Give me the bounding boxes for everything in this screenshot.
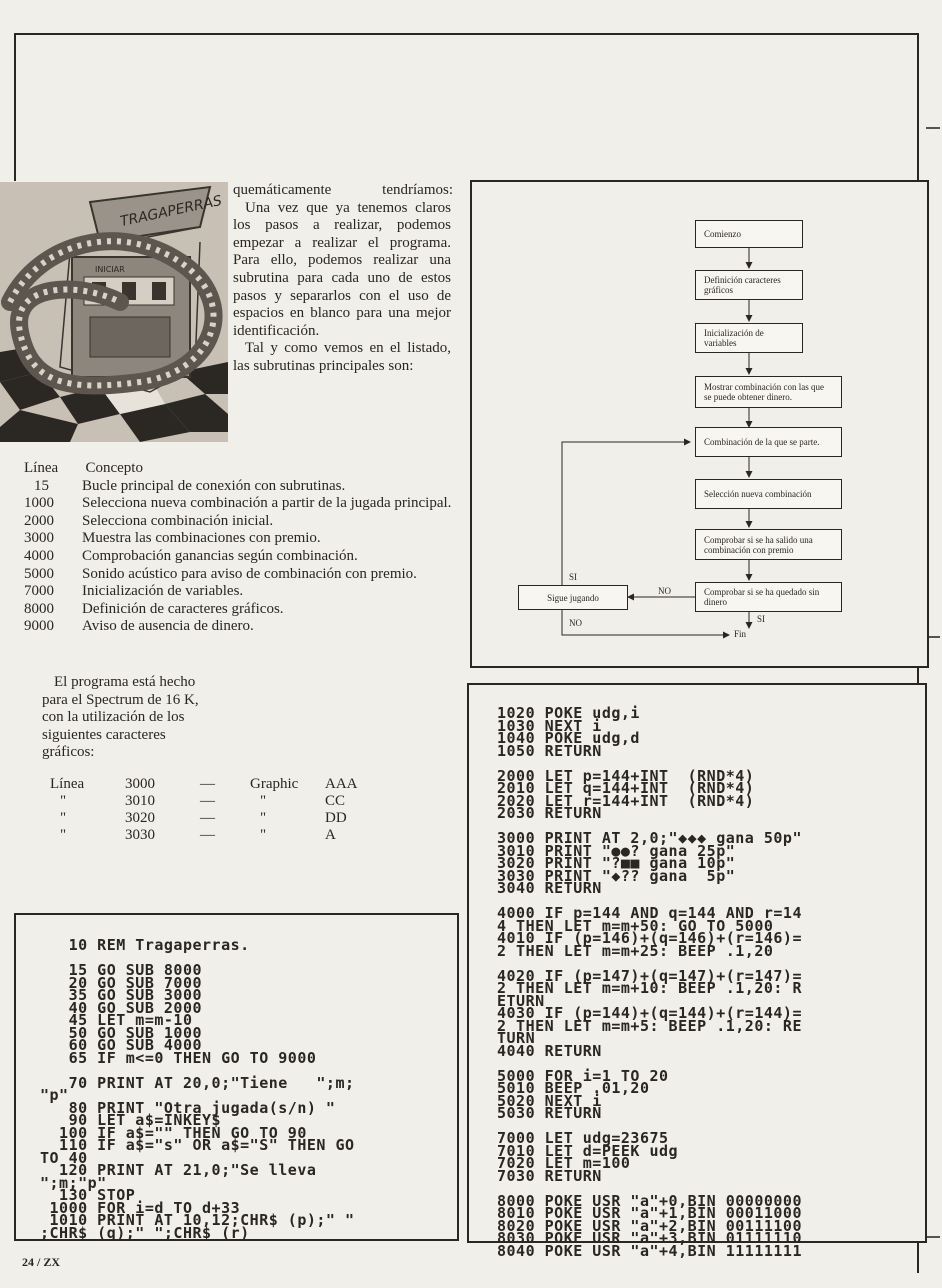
intro-paragraph-2: Una vez que ya tenemos claros los pasos a realizar, podemos empezar a realizar el programa. Para ello, podemos realizar una subrutina para cada uno de estos pasos y separarlos con el uso de espacios en blanco para una mejor identificación.: [233, 199, 451, 339]
table-row: [24, 495, 464, 513]
table-row: [50, 810, 410, 827]
row-concept: Comprobación ganancias según combinación.: [82, 547, 358, 564]
gt-cell: —: [200, 776, 215, 792]
table-row: [24, 513, 464, 531]
subroutines-table: [24, 460, 464, 636]
flow-check-money: Comprobar si se ha quedado sin dinero: [695, 582, 842, 612]
frame-top-rule: [14, 33, 919, 35]
program-note: El programa está hecho para el Spectrum de 16 K, con la utilización de los siguientes caracteres gráficos:: [42, 674, 199, 761]
gt-cell: ": [60, 810, 67, 826]
row-line: 9000: [24, 618, 54, 635]
row-line: 8000: [24, 600, 54, 617]
table-row: [50, 776, 410, 793]
table-row: [24, 618, 464, 636]
flow-show-combos: Mostrar combinación con las que se puede obtener dinero.: [695, 376, 842, 408]
row-line: 5000: [24, 565, 54, 582]
flow-label-si-2: SI: [757, 614, 766, 624]
gt-cell: ": [60, 793, 67, 809]
gt-cell: 3000: [125, 776, 155, 792]
row-concept: Selecciona nueva combinación a partir de la jugada principal.: [82, 495, 452, 512]
gt-cell: Graphic: [250, 776, 299, 792]
graphics-table: [50, 776, 410, 844]
flow-start: Comienzo: [695, 220, 803, 248]
flowchart-panel: [470, 180, 929, 668]
table-row: [50, 827, 410, 844]
gt-cell: ": [260, 793, 267, 809]
intro-text: [233, 182, 451, 376]
row-concept: Bucle principal de conexión con subrutinas.: [82, 477, 346, 494]
row-concept: Selecciona combinación inicial.: [82, 512, 274, 529]
gt-cell: 3010: [125, 793, 155, 809]
table-row: [24, 548, 464, 566]
gt-cell: ": [260, 827, 267, 843]
gt-cell: CC: [325, 793, 346, 809]
table-row: [24, 478, 464, 496]
gt-cell: A: [325, 827, 336, 843]
page-footer: 24 / ZX: [22, 1255, 61, 1269]
row-line: 7000: [24, 583, 54, 600]
row-line: 3000: [24, 530, 54, 547]
flow-select-new: Selección nueva combinación: [695, 479, 842, 509]
margin-tick: [926, 127, 940, 129]
gt-cell: —: [200, 793, 215, 809]
row-line: 4000: [24, 547, 54, 564]
row-concept: Muestra las combinaciones con premio.: [82, 530, 321, 547]
gt-cell: 3020: [125, 810, 155, 826]
header-concept: Concepto: [85, 460, 143, 476]
flow-end: Fin: [734, 629, 747, 639]
intro-paragraph-1: quemáticamente tendríamos:: [233, 182, 453, 198]
flow-define-graphics: Definición caracteres gráficos: [695, 270, 803, 300]
code-listing-left: [14, 913, 459, 1241]
header-line: Línea: [24, 460, 59, 476]
gt-cell: DD: [325, 810, 347, 826]
flow-label-no: NO: [658, 586, 671, 596]
row-concept: Sonido acústico para aviso de combinación con premio.: [82, 565, 417, 582]
intro-paragraph-3: Tal y como vemos en el listado, las subrutinas principales son:: [233, 340, 451, 374]
table-row: [24, 566, 464, 584]
flow-label-no-2: NO: [569, 618, 582, 628]
flow-label-si: SI: [569, 572, 578, 582]
flow-init-vars: Inicialización de variables: [695, 323, 803, 353]
row-concept: Definición de caracteres gráficos.: [82, 600, 284, 617]
table-row: [50, 793, 410, 810]
flow-keep-playing: Sigue jugando: [518, 585, 628, 610]
illustration-title: TRAGAPERRAS: [118, 192, 224, 231]
code-left-text: 10 REM Tragaperras. 15 GO SUB 8000 20 GO SUB 7000 35 GO SUB 3000 40 GO SUB 2000 45 LET m=m-10 50 GO SUB 1000 60 GO SUB 4000 65 IF m<=0 THEN GO TO 9000 70 PRINT AT 20,0;"Tiene ";m; "p" 80 PRINT "Otra jugada(s/n) " 90 LET a$=INKEY$ 100 IF a$="" THEN GO TO 90 110 IF a$="s" OR a$="S" THEN GO TO 40 120 PRINT AT 21,0;"Se lleva ";m;"p" 130 STOP 1000 FOR i=d TO d+33 1010 PRINT AT 10,12;CHR$ (p);" " ;CHR$ (q);" ";CHR$ (r): [40, 936, 355, 1242]
slot-machine-illustration: [0, 182, 228, 442]
gt-cell: Línea: [50, 776, 85, 792]
gt-cell: AAA: [325, 776, 358, 792]
gt-cell: ": [60, 827, 67, 843]
frame-left-rule: [14, 33, 16, 181]
gt-cell: ": [260, 810, 267, 826]
row-concept: Aviso de ausencia de dinero.: [82, 618, 254, 635]
gt-cell: —: [200, 810, 215, 826]
table-row: [24, 530, 464, 548]
flow-combo-start: Combinación de la que se parte.: [695, 427, 842, 457]
flow-check-win: Comprobar si se ha salido una combinación con premio: [695, 529, 842, 560]
code-listing-right: [467, 683, 927, 1260]
row-line: 15: [34, 477, 49, 494]
margin-tick: [926, 1236, 940, 1238]
code-right-text: 1020 POKE udg,i 1030 NEXT i 1040 POKE udg,d 1050 RETURN 2000 LET p=144+INT (RND*4) 2010 LET q=144+INT (RND*4) 2020 LET r=144+INT (RND*4) 2030 RETURN 3000 PRINT AT 2,0;"◆◆◆ gana 50p" 3010 PRINT "●●? gana 25p" 3020 PRINT "?■■ gana 10p" 3030 PRINT "◆?? gana 5p" 3040 RETURN 4000 IF p=144 AND q=144 AND r=14 4 THEN LET m=m+50: GO TO 5000 4010 IF (p=146)+(q=146)+(r=146)= 2 THEN LET m=m+25: BEEP .1,20 4020 IF (p=147)+(q=147)+(r=147)= 2 THEN LET m=m+10: BEEP .1,20: R ETURN 4030 IF (p=144)+(q=144)+(r=144)= 2 THEN LET m=m+5: BEEP .1,20: RE TURN 4040 RETURN 5000 FOR i=1 TO 20 5010 BEEP .01,20 5020 NEXT i 5030 RETURN 7000 LET udg=23675 7010 LET d=PEEK udg 7020 LET m=100 7030 RETURN 8000 POKE USR "a"+0,BIN 00000000 8010 POKE USR "a"+1,BIN 00011000 8020 POKE USR "a"+2,BIN 00111100 8030 POKE USR "a"+3,BIN 01111110 8040 POKE USR "a"+4,BIN 11111111: [497, 704, 802, 1260]
gt-cell: —: [200, 827, 215, 843]
gt-cell: 3030: [125, 827, 155, 843]
row-line: 2000: [24, 512, 54, 529]
table-row: [24, 583, 464, 601]
table-header: [24, 460, 464, 478]
illustration-drawing: [0, 182, 228, 442]
row-concept: Inicialización de variables.: [82, 583, 244, 600]
machine-label: INICIAR: [95, 265, 125, 274]
table-row: [24, 601, 464, 619]
row-line: 1000: [24, 495, 54, 512]
